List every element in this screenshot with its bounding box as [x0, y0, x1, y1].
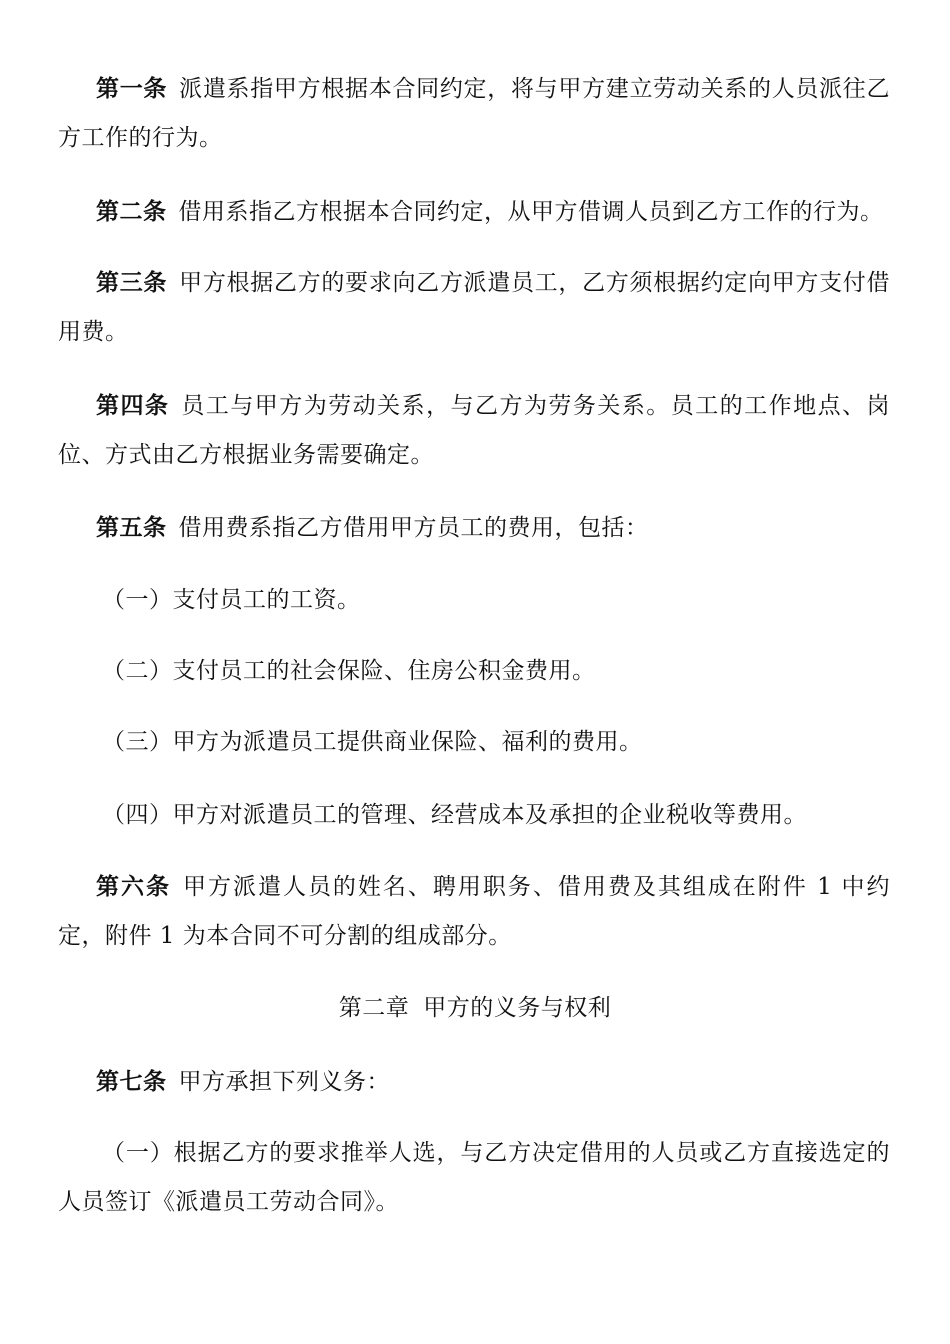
- article-text: 甲方派遣人员的姓名、聘用职务、借用费及其组成在附件 1 中约定，附件 1 为本合同不可分割的组成部分。: [58, 874, 890, 949]
- article-6: [58, 862, 890, 961]
- article-5: [58, 503, 890, 553]
- article-text: 借用系指乙方根据本合同约定，从甲方借调人员到乙方工作的行为。: [178, 199, 884, 225]
- article-number: 第四条: [96, 392, 170, 419]
- article-number: 第二条: [96, 198, 167, 225]
- article-5-item-3: （三）甲方为派遣员工提供商业保险、福利的费用。: [102, 729, 643, 755]
- article-5-item-2: （二）支付员工的社会保险、住房公积金费用。: [102, 658, 596, 684]
- article-7-item-1: （一）根据乙方的要求推举人选，与乙方决定借用的人员或乙方直接选定的人员签订《派遣员工劳动合同》。: [58, 1140, 890, 1215]
- article-4: [58, 381, 890, 480]
- article-1: [58, 64, 890, 163]
- article-text: 甲方根据乙方的要求向乙方派遣员工，乙方须根据约定向甲方支付借用费。: [58, 270, 890, 345]
- article-7: [58, 1057, 890, 1107]
- article-3: [58, 258, 890, 357]
- article-5-item-1: （一）支付员工的工资。: [102, 587, 361, 613]
- article-number: 第三条: [96, 269, 168, 296]
- article-text: 员工与甲方为劳动关系，与乙方为劳务关系。员工的工作地点、岗位、方式由乙方根据业务需要确定。: [58, 393, 891, 468]
- article-number: 第一条: [96, 75, 168, 102]
- chapter-title: 甲方的义务与权利: [423, 995, 612, 1021]
- article-text: 派遣系指甲方根据本合同约定，将与甲方建立劳动关系的人员派往乙方工作的行为。: [58, 76, 890, 151]
- article-number: 第六条: [96, 873, 171, 900]
- chapter-heading: [0, 984, 950, 1033]
- chapter-number: 第二章: [338, 995, 410, 1021]
- article-text: 借用费系指乙方借用甲方员工的费用，包括：: [178, 515, 649, 541]
- article-number: 第五条: [96, 514, 167, 541]
- article-5-item-4: （四）甲方对派遣员工的管理、经营成本及承担的企业税收等费用。: [102, 802, 807, 828]
- article-2: [58, 187, 890, 237]
- article-text: 甲方承担下列义务：: [178, 1069, 390, 1095]
- article-number: 第七条: [96, 1068, 167, 1095]
